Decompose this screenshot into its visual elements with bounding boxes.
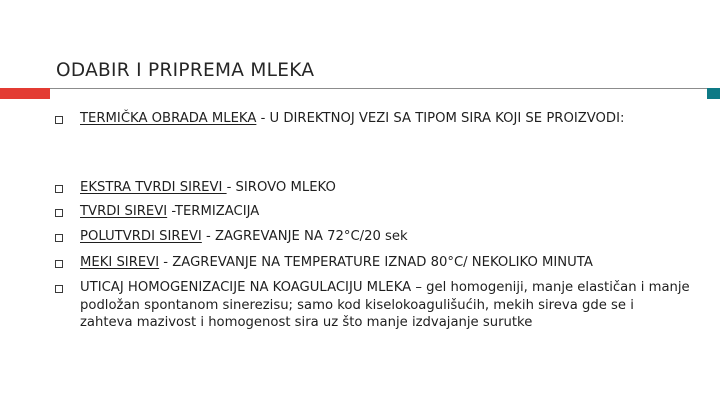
square-bullet-icon bbox=[55, 116, 63, 124]
bullet-description: - ZAGREVANJE NA TEMPERATURE IZNAD 80°C/ NEKOLIKO MINUTA bbox=[159, 255, 593, 270]
bullet-text bbox=[80, 203, 690, 221]
bullet-term: MEKI SIREVI bbox=[80, 255, 160, 270]
bullet-term: POLUTVRDI SIREVI bbox=[80, 229, 202, 244]
title-divider-line bbox=[50, 88, 707, 89]
title-accent-bar-teal bbox=[707, 88, 720, 99]
bullet-description: UTICAJ HOMOGENIZACIJE NA KOAGULACIJU MLEKA – gel homogeniji, manje elastičan i manje podložan spontanom sinerezisu; samo kod kiselokoagulišućih, mekih sireva gde se i zahteva mazivost i homogenost sira uz što manje izdvajanje surutke bbox=[80, 280, 690, 330]
bullet-text bbox=[80, 179, 690, 197]
square-bullet-icon bbox=[55, 285, 63, 293]
bullet-text bbox=[80, 254, 690, 272]
bullet-text bbox=[80, 279, 690, 332]
bullet-text bbox=[80, 228, 690, 246]
bullet-description: -TERMIZACIJA bbox=[167, 204, 260, 219]
square-bullet-icon bbox=[55, 260, 63, 268]
bullet-term: TERMIČKA OBRADA MLEKA bbox=[80, 111, 257, 126]
bullet-description: - ZAGREVANJE NA 72°C/20 sek bbox=[201, 229, 408, 244]
slide-title: ODABIR I PRIPREMA MLEKA bbox=[56, 60, 315, 81]
bullet-term: TVRDI SIREVI bbox=[80, 204, 168, 219]
title-accent-bar-red bbox=[0, 88, 50, 99]
bullet-description: - SIROVO MLEKO bbox=[226, 180, 336, 195]
bullet-text bbox=[80, 110, 690, 128]
bullet-description: - U DIREKTNOJ VEZI SA TIPOM SIRA KOJI SE PROIZVODI: bbox=[256, 111, 625, 126]
bullet-term: EKSTRA TVRDI SIREVI bbox=[80, 180, 227, 195]
square-bullet-icon bbox=[55, 209, 63, 217]
square-bullet-icon bbox=[55, 234, 63, 242]
square-bullet-icon bbox=[55, 185, 63, 193]
